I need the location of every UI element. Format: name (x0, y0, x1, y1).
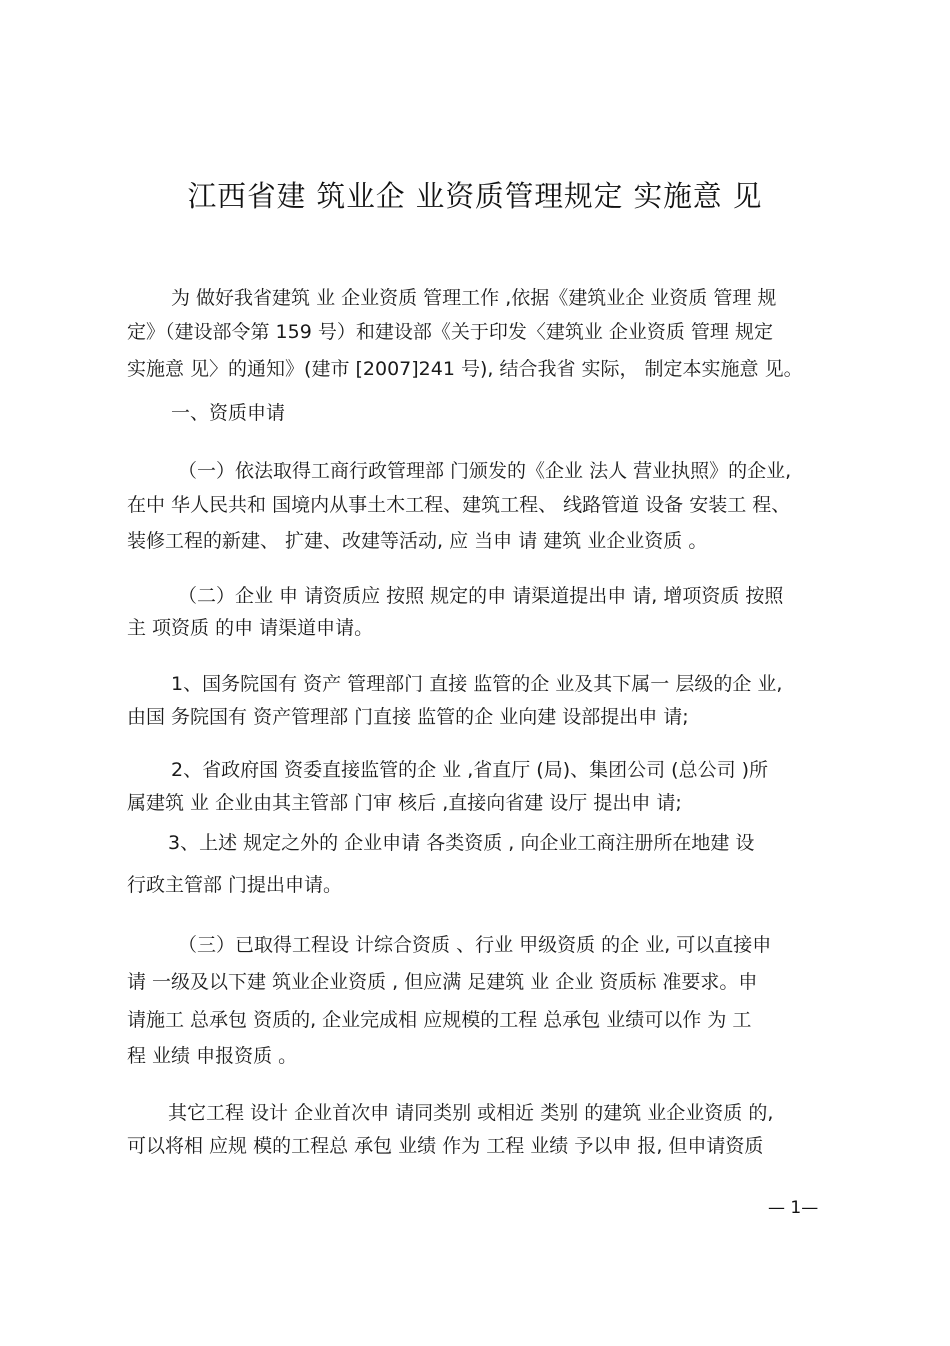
item-3-line-1: （三）已取得工程设 计综合资质 、行业 甲级资质 的企 业, 可以直接申 (178, 934, 772, 956)
sub-item-3-line-1: 3、上述 规定之外的 企业申请 各类资质 , 向企业工商注册所在地建 设 (168, 832, 755, 854)
item-1-line-1: （一）依法取得工商行政管理部 门颁发的《企业 法人 营业执照》的企业, (178, 460, 792, 482)
closing-line-2: 可以将相 应规 模的工程总 承包 业绩 作为 工程 业绩 予以申 报, 但申请资质 (127, 1135, 764, 1157)
item-2-line-2: 主 项资质 的申 请渠道申请。 (127, 617, 374, 639)
item-1-line-3: 装修工程的新建、 扩建、改建等活动, 应 当申 请 建筑 业企业资质 。 (127, 530, 708, 552)
sub-item-1-line-2: 由国 务院国有 资产管理部 门直接 监管的企 业向建 设部提出申 请; (127, 706, 689, 728)
sub-item-2-line-1: 2、省政府国 资委直接监管的企 业 ,省直厅 (局)、集团公司 (总公司 )所 (171, 759, 769, 781)
sub-item-2-line-2: 属建筑 业 企业由其主管部 门审 核后 ,直接向省建 设厅 提出申 请; (127, 792, 682, 814)
sub-item-1-line-1: 1、国务院国有 资产 管理部门 直接 监管的企 业及其下属一 层级的企 业, (171, 673, 783, 695)
intro-line-2: 定》（建设部令第 159 号）和建设部《关于印发〈建筑业 企业资质 管理 规定 (127, 321, 773, 343)
item-3-line-3: 请施工 总承包 资质的, 企业完成相 应规模的工程 总承包 业绩可以作 为 工 (127, 1009, 752, 1031)
item-3-line-4: 程 业绩 申报资质 。 (127, 1045, 298, 1067)
sub-item-3-line-2: 行政主管部 门提出申请。 (127, 874, 343, 896)
section-heading: 一、资质申请 (171, 402, 286, 424)
item-3-line-2: 请 一级及以下建 筑业企业资质 , 但应满 足建筑 业 企业 资质标 准要求。申 (127, 971, 758, 993)
closing-line-1: 其它工程 设计 企业首次申 请同类别 或相近 类别 的建筑 业企业资质 的, (168, 1102, 774, 1124)
item-1-line-2: 在中 华人民共和 国境内从事土木工程、建筑工程、 线路管道 设备 安装工 程、 (127, 494, 791, 516)
item-2-line-1: （二）企业 申 请资质应 按照 规定的申 请渠道提出申 请, 增项资质 按照 (178, 585, 784, 607)
document-title: 江西省建 筑业企 业资质管理规定 实施意 见 (187, 179, 763, 213)
intro-line-3: 实施意 见〉的通知》(建市 [2007]241 号), 结合我省 实际， 制定本实施意 见。 (127, 358, 803, 380)
page-number: — 1— (768, 1198, 819, 1218)
intro-line-1: 为 做好我省建筑 业 企业资质 管理工作 ,依据《建筑业企 业资质 管理 规 (171, 287, 777, 309)
